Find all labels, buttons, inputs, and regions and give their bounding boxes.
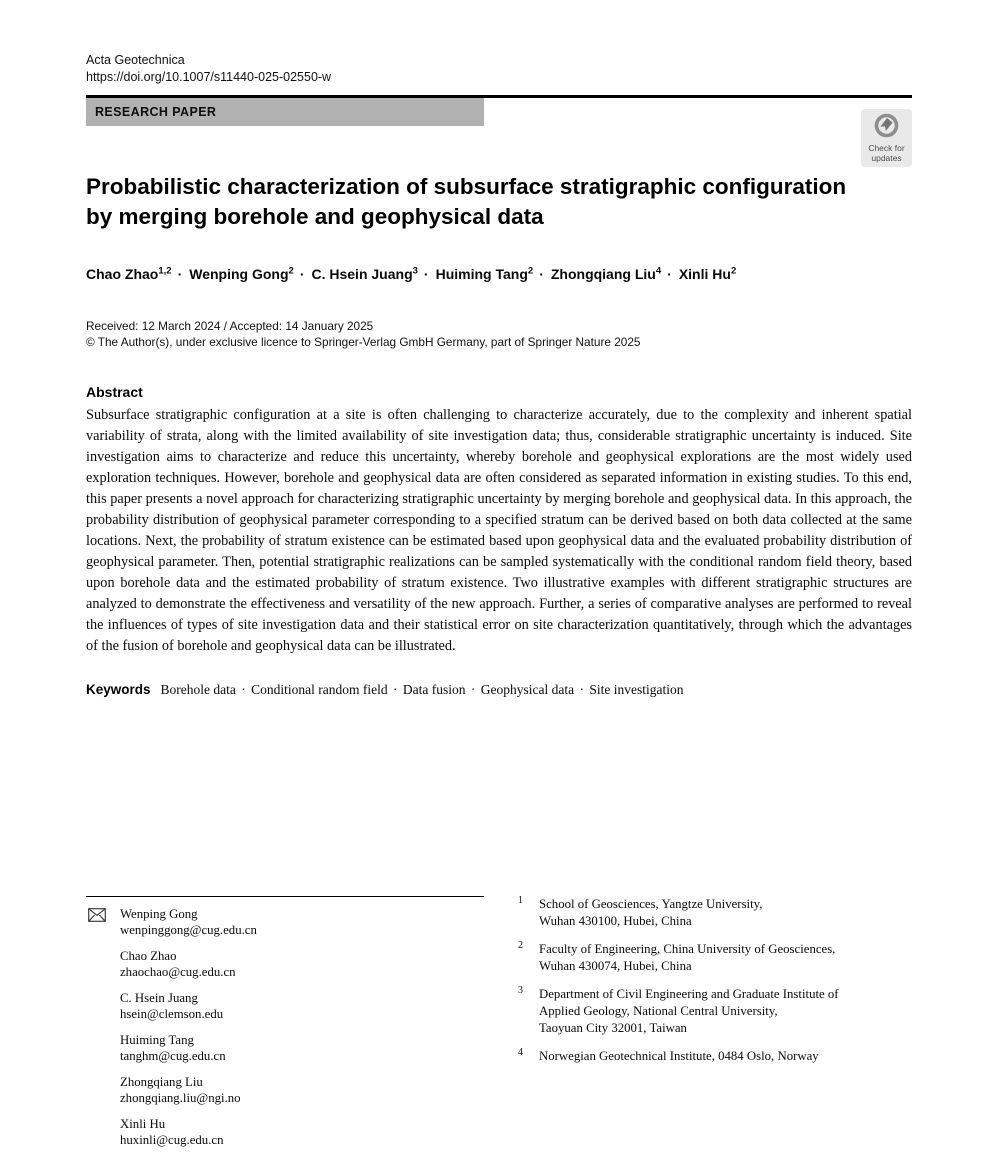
correspondence-entry [86, 1074, 484, 1106]
keywords-list [161, 682, 684, 697]
affiliation-line: Taoyuan City 32001, Taiwan [539, 1021, 687, 1035]
affiliation-line: Wuhan 430100, Hubei, China [539, 914, 692, 928]
author-affil-sup: 2 [730, 265, 737, 276]
badge-text-line-1: Check for [868, 143, 905, 153]
contact-name: Wenping Gong [120, 907, 198, 921]
correspondence-entry [86, 1116, 484, 1148]
author [189, 266, 311, 282]
author-name: Zhongqiang Liu [550, 265, 656, 282]
correspondence-entry [86, 948, 484, 980]
article-type-label: RESEARCH PAPER [95, 105, 217, 119]
check-updates-icon [873, 126, 900, 143]
keyword: Geophysical data · [481, 682, 590, 697]
article-type-bar [86, 98, 484, 126]
author-name: Chao Zhao [86, 265, 159, 282]
correspondence-entry [86, 990, 484, 1022]
keyword: Data fusion · [403, 682, 481, 697]
badge-text-line-2: updates [871, 152, 902, 163]
correspondence-entry [86, 906, 484, 938]
contact-email[interactable]: hsein@clemson.edu [120, 1007, 224, 1021]
contact-email[interactable]: wenpinggong@cug.edu.cn [120, 923, 257, 937]
author [679, 266, 736, 282]
author-affil-sup: 1,2 [158, 265, 172, 276]
title-line-2: by merging borehole and geophysical data [86, 204, 544, 229]
contact-email[interactable]: huxinli@cug.edu.cn [120, 1133, 224, 1147]
affiliation [516, 941, 912, 975]
journal-name: Acta Geotechnica [86, 53, 185, 67]
abstract-text: Subsurface stratigraphic configuration at a site is often challenging to characterize accurately, due to the complexity and inherent spatial variability of strata, along with the limited availability of site investigation data; thus, considerable stratigraphic uncertainty is induced. Site investigation aims to characterize and reduce this uncertainty, whereby borehole and geophysical explorations are the most widely used exploration techniques. However, borehole and geophysical data are often considered as separated information in existing studies. To this end, this paper presents a novel approach for characterizing stratigraphic uncertainty by merging borehole and geophysical data. In this approach, the probability distribution of geophysical parameter corresponding to a specified stratum can be derived based on both data collected at the same locations. Next, the probability of stratum existence can be estimated based upon geophysical data and the evaluated probability distribution of geophysical parameter. Then, potential stratigraphic realizations can be sampled systematically with the conditional random field theory, based upon borehole data and the estimated probability of stratum existence. Two illustrative examples with different stratigraphic structures are analyzed to demonstrate the effectiveness and versatility of the new approach. Further, a series of comparative analyses are performed to reveal the influences of types of site investigation data and their statistical error on site characterization quantitatively, through which the advantages of the fusion of borehole and geophysical data can be illustrated. [86, 406, 912, 654]
contact-email[interactable]: zhaochao@cug.edu.cn [120, 965, 236, 979]
contact-email[interactable]: zhongqiang.liu@ngi.no [120, 1091, 241, 1105]
abstract-heading: Abstract [86, 383, 143, 400]
contact-name: Zhongqiang Liu [120, 1075, 203, 1089]
affiliation-line: School of Geosciences, Yangtze University, [539, 897, 763, 911]
affiliation-line: Department of Civil Engineering and Graduate Institute of [539, 987, 839, 1001]
author [311, 266, 435, 282]
keywords-line [86, 682, 912, 698]
author-name: Xinli Hu [678, 265, 731, 282]
keywords-label: Keywords [86, 681, 151, 697]
meta-block [86, 318, 912, 350]
keyword: Conditional random field · [251, 682, 403, 697]
correspondence-entry [86, 1032, 484, 1064]
affiliations-column [516, 896, 912, 1154]
page-title [86, 172, 912, 232]
keyword: Site investigation [589, 681, 684, 697]
correspondence-column [86, 896, 484, 1154]
author-affil-sup: 3 [412, 265, 418, 276]
affiliation-number: 1 [518, 895, 523, 906]
author [86, 266, 189, 282]
doi-link[interactable]: https://doi.org/10.1007/s11440-025-02550-w [86, 70, 332, 84]
author-affil-sup: 4 [655, 265, 662, 276]
check-for-updates-badge[interactable] [861, 109, 912, 167]
affiliation-line: Norwegian Geotechnical Institute, 0484 Oslo, Norway [539, 1049, 819, 1063]
keyword: Borehole data · [161, 682, 252, 697]
contact-name: Huiming Tang [120, 1033, 194, 1047]
affiliation-number: 4 [518, 1047, 523, 1058]
author [551, 266, 679, 282]
author-list [86, 265, 912, 282]
affiliation [516, 986, 912, 1037]
author-name: Huiming Tang [435, 265, 528, 282]
footnote-area [86, 896, 912, 1154]
affiliation [516, 896, 912, 930]
received-accepted-line: Received: 12 March 2024 / Accepted: 14 January 2025 [86, 318, 374, 333]
author-name: C. Hsein Juang [311, 265, 413, 282]
affiliation-number: 2 [518, 940, 523, 951]
title-line-1: Probabilistic characterization of subsurface stratigraphic configuration [86, 174, 847, 199]
copyright-line: © The Author(s), under exclusive licence to Springer-Verlag GmbH Germany, part of Springer Nature 2025 [86, 334, 641, 349]
author-affil-sup: 2 [288, 265, 294, 276]
affiliation-line: Wuhan 430074, Hubei, China [539, 959, 692, 973]
contact-name: Chao Zhao [120, 949, 177, 963]
envelope-icon [88, 908, 106, 927]
contact-name: C. Hsein Juang [120, 991, 198, 1005]
author-affil-sup: 2 [527, 265, 534, 276]
affiliation-line: Applied Geology, National Central University, [539, 1004, 778, 1018]
author-name: Wenping Gong [189, 265, 289, 282]
affiliation [516, 1048, 912, 1065]
affiliation-number: 3 [518, 985, 523, 996]
affiliation-line: Faculty of Engineering, China University of Geosciences, [539, 942, 836, 956]
contact-email[interactable]: tanghm@cug.edu.cn [120, 1049, 226, 1063]
author [436, 266, 551, 282]
contact-name: Xinli Hu [120, 1117, 166, 1131]
